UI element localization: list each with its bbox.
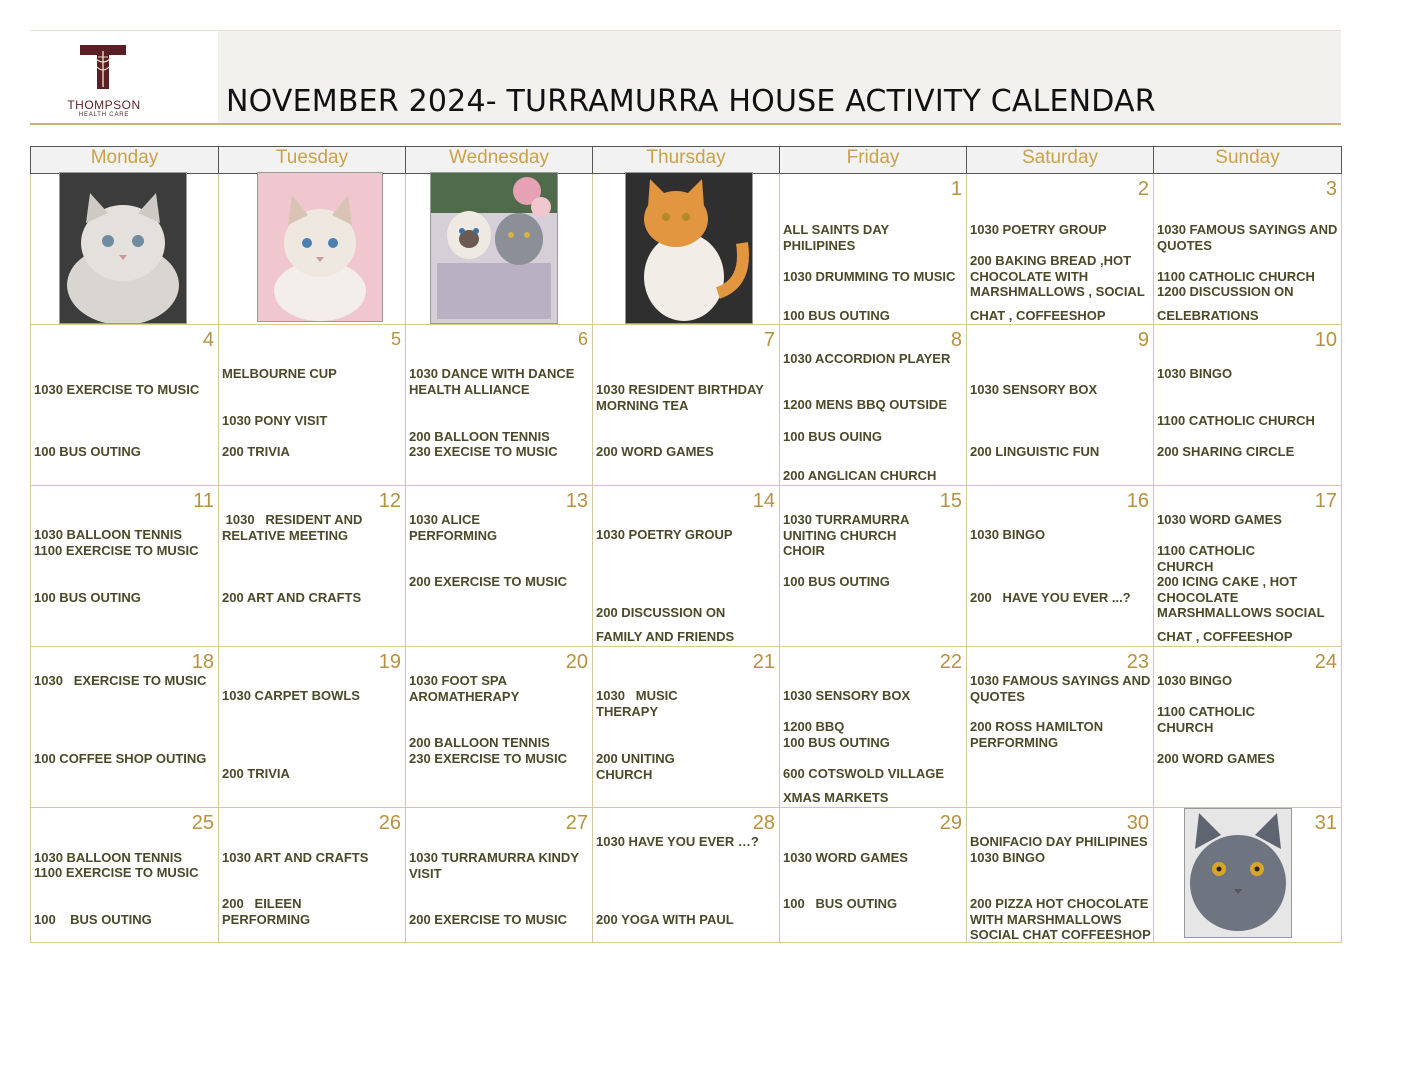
- event-text: 1030 ART AND CRAFTS: [222, 850, 369, 865]
- event-text: 1030 DANCE WITH DANCE HEALTH ALLIANCE: [409, 366, 575, 397]
- event-text: 200 ART AND CRAFTS: [222, 590, 362, 605]
- weekday-monday: Monday: [31, 147, 219, 174]
- page-header: [30, 30, 1341, 125]
- event-text: MELBOURNE CUP: [222, 366, 337, 381]
- page-title: NOVEMBER 2024- TURRAMURRA HOUSE ACTIVITY CALENDAR: [226, 84, 1156, 119]
- day-cell: [1154, 325, 1342, 486]
- event-text: 1030 FAMOUS SAYINGS AND QUOTES: [1157, 222, 1338, 253]
- weekday-sunday: Sunday: [1154, 147, 1342, 174]
- event-text: 1030 WORD GAMES: [783, 850, 908, 865]
- day-cell: [1154, 647, 1342, 808]
- day-number: 27: [565, 812, 588, 834]
- day-number: 16: [1126, 490, 1149, 512]
- day-cell: [1154, 486, 1342, 647]
- day-number: 20: [565, 651, 588, 673]
- event-text: 1030 DRUMMING TO MUSIC: [783, 269, 956, 284]
- day-cell: [593, 325, 780, 486]
- day-number: 22: [939, 651, 962, 673]
- day-cell: [780, 174, 967, 325]
- event-text: 230 EXERCISE TO MUSIC: [409, 751, 567, 766]
- event-text: 200 EXERCISE TO MUSIC: [409, 574, 567, 589]
- day-cell: [967, 325, 1154, 486]
- day-cell: [967, 174, 1154, 325]
- event-text: 1030 EXERCISE TO MUSIC: [34, 673, 207, 688]
- week-row: [31, 647, 1342, 808]
- event-text: 200 TRIVIA: [222, 444, 290, 459]
- day-cell: [1154, 808, 1342, 943]
- day-number: 24: [1314, 651, 1337, 673]
- day-cell: [406, 325, 593, 486]
- day-number: 14: [752, 490, 775, 512]
- day-cell: [219, 486, 406, 647]
- day-number: 12: [378, 490, 401, 512]
- event-text: 100 BUS OUTING: [783, 896, 898, 911]
- week-row: [31, 486, 1342, 647]
- event-text: 1030 HAVE YOU EVER …?: [596, 834, 759, 849]
- day-cell: [31, 486, 219, 647]
- event-text: 200 UNITING CHURCH: [596, 751, 675, 782]
- event-text: 1030 POETRY GROUP: [970, 222, 1107, 237]
- day-cell: [219, 647, 406, 808]
- weekday-tuesday: Tuesday: [219, 147, 406, 174]
- weekday-saturday: Saturday: [967, 147, 1154, 174]
- event-text: 1030 SENSORY BOX: [970, 382, 1098, 397]
- day-cell: [31, 808, 219, 943]
- day-number: 17: [1314, 490, 1337, 512]
- day-cell: [780, 486, 967, 647]
- event-text: 1030 WORD GAMES: [1157, 512, 1282, 527]
- day-number: 25: [191, 812, 214, 834]
- event-text: 1030 BALLOON TENNIS: [34, 527, 183, 542]
- event-text: 200 LINGUISTIC FUN: [970, 444, 1100, 459]
- event-text: 200 DISCUSSION ON: [596, 605, 726, 620]
- event-text: 1030 SENSORY BOX: [783, 688, 911, 703]
- event-text: 1030 CARPET BOWLS: [222, 688, 360, 703]
- day-number: 21: [752, 651, 775, 673]
- event-text: 600 COTSWOLD VILLAGE: [783, 766, 945, 781]
- day-cell: [406, 808, 593, 943]
- event-text: 200 ANGLICAN CHURCH: [783, 468, 937, 483]
- event-text: ALL SAINTS DAY PHILIPINES: [783, 222, 889, 253]
- event-text: 1200 DISCUSSION ON: [1157, 284, 1294, 299]
- cat-photo: [430, 172, 558, 324]
- day-number: 31: [1314, 812, 1337, 834]
- day-number: 2: [1137, 178, 1149, 200]
- day-cell: [967, 486, 1154, 647]
- day-cell: [593, 647, 780, 808]
- event-text: 200 SHARING CIRCLE: [1157, 444, 1295, 459]
- event-text: 1030 FAMOUS SAYINGS AND QUOTES: [970, 673, 1151, 704]
- logo-subtitle: HEALTH CARE: [78, 112, 130, 118]
- event-text: CHAT , COFFEESHOP: [1157, 629, 1293, 644]
- event-text: 200 EILEEN PERFORMING: [222, 896, 311, 927]
- day-number: 5: [390, 329, 401, 349]
- cat-photo: [257, 172, 383, 322]
- event-text: 1030 TURRAMURRA KINDY VISIT: [409, 850, 579, 881]
- day-number: 8: [950, 329, 962, 351]
- weekday-wednesday: Wednesday: [406, 147, 593, 174]
- event-text: 1030 PONY VISIT: [222, 413, 328, 428]
- event-text: 1100 EXERCISE TO MUSIC: [34, 865, 199, 880]
- event-text: 100 BUS OUTING: [34, 912, 152, 927]
- day-number: 9: [1137, 329, 1149, 351]
- weekday-header-row: [31, 147, 1342, 174]
- event-text: 1200 BBQ: [783, 719, 845, 734]
- day-number: 19: [378, 651, 401, 673]
- week-row: [31, 808, 1342, 943]
- day-number: 11: [193, 490, 214, 512]
- day-cell: [406, 647, 593, 808]
- empty-day-cell: [219, 174, 406, 325]
- event-text: 1030 POETRY GROUP: [596, 527, 733, 542]
- logo-name: THOMPSON: [67, 98, 141, 112]
- day-number: 4: [202, 329, 214, 351]
- event-text: 200 BAKING BREAD ,HOT CHOCOLATE WITH MARSHMALLOWS , SOCIAL: [970, 253, 1145, 299]
- event-text: 200 BALLOON TENNIS: [409, 429, 550, 444]
- event-text: 200 PIZZA HOT CHOCOLATE WITH MARSHMALLOWS SOCIAL CHAT COFFEESHOP: [970, 896, 1151, 942]
- day-number: 29: [939, 812, 962, 834]
- day-number: 1: [950, 178, 962, 200]
- day-cell: [31, 647, 219, 808]
- day-cell: [31, 325, 219, 486]
- event-text: 200 YOGA WITH PAUL: [596, 912, 734, 927]
- event-text: 100 BUS OUTING: [783, 574, 890, 589]
- day-cell: [219, 808, 406, 943]
- day-number: 18: [191, 651, 214, 673]
- event-text: 1100 CATHOLIC CHURCH: [1157, 269, 1315, 284]
- event-text: 200 WORD GAMES: [596, 444, 714, 459]
- event-text: 1030 BINGO: [970, 527, 1046, 542]
- event-text: 1030 TURRAMURRA UNITING CHURCH CHOIR: [783, 512, 909, 558]
- day-number: 30: [1126, 812, 1149, 834]
- day-number: 6: [577, 329, 588, 349]
- event-text: 1030 BINGO: [1157, 673, 1233, 688]
- event-text: 200 BALLOON TENNIS: [409, 735, 550, 750]
- day-number: 26: [378, 812, 401, 834]
- day-cell: [967, 808, 1154, 943]
- day-number: 3: [1325, 178, 1337, 200]
- cat-photo: [625, 172, 753, 324]
- empty-day-cell: [31, 174, 219, 325]
- week-row: [31, 325, 1342, 486]
- event-text: 200 EXERCISE TO MUSIC: [409, 912, 567, 927]
- weekday-friday: Friday: [780, 147, 967, 174]
- day-number: 23: [1126, 651, 1149, 673]
- event-text: FAMILY AND FRIENDS: [596, 629, 735, 644]
- event-text: 100 COFFEE SHOP OUTING: [34, 751, 207, 766]
- event-text: 1030 ALICE PERFORMING: [409, 512, 498, 543]
- event-text: 100 BUS OUTING: [34, 590, 141, 605]
- event-text: 1100 EXERCISE TO MUSIC: [34, 543, 199, 558]
- event-text: 200 WORD GAMES: [1157, 751, 1275, 766]
- day-cell: [780, 325, 967, 486]
- day-cell: [967, 647, 1154, 808]
- event-text: 1030 BINGO: [1157, 366, 1233, 381]
- event-text: CELEBRATIONS: [1157, 308, 1259, 323]
- event-text: 1100 CATHOLIC CHURCH: [1157, 543, 1256, 574]
- empty-day-cell: [593, 174, 780, 325]
- event-text: 100 BUS OUTING: [34, 444, 141, 459]
- logo: [30, 31, 218, 123]
- event-text: 1030 MUSIC THERAPY: [596, 688, 682, 719]
- day-number: 7: [763, 329, 775, 351]
- day-cell: [780, 808, 967, 943]
- event-text: 1100 CATHOLIC CHURCH: [1157, 413, 1315, 428]
- event-text: 1030 BALLOON TENNIS: [34, 850, 183, 865]
- cat-photo: [1184, 808, 1292, 938]
- week-row: [31, 174, 1342, 325]
- event-text: 200 ICING CAKE , HOT CHOCOLATE MARSHMALLOWS SOCIAL: [1157, 574, 1325, 620]
- title-band: [218, 31, 1341, 123]
- day-cell: [593, 808, 780, 943]
- event-text: 100 BUS OUTING: [783, 308, 890, 323]
- event-text: 230 EXECISE TO MUSIC: [409, 444, 558, 459]
- day-cell: [219, 325, 406, 486]
- day-cell: [1154, 174, 1342, 325]
- event-text: 1100 CATHOLIC CHURCH: [1157, 704, 1256, 735]
- empty-day-cell: [406, 174, 593, 325]
- day-number: 13: [565, 490, 588, 512]
- event-text: BONIFACIO DAY PHILIPINES: [970, 834, 1148, 849]
- day-cell: [406, 486, 593, 647]
- thompson-logo-icon: [78, 43, 128, 91]
- day-number: 15: [939, 490, 962, 512]
- event-text: 1030 FOOT SPA AROMATHERAPY: [409, 673, 520, 704]
- event-text: XMAS MARKETS: [783, 790, 889, 805]
- event-text: 1030 EXERCISE TO MUSIC: [34, 382, 200, 397]
- event-text: CHAT , COFFEESHOP: [970, 308, 1106, 323]
- event-text: 200 HAVE YOU EVER ...?: [970, 590, 1131, 605]
- event-text: 1030 RESIDENT AND RELATIVE MEETING: [222, 512, 367, 543]
- event-text: 1030 ACCORDION PLAYER: [783, 351, 951, 366]
- event-text: 1030 BINGO: [970, 850, 1046, 865]
- day-number: 28: [752, 812, 775, 834]
- event-text: 1200 MENS BBQ OUTSIDE: [783, 397, 947, 412]
- event-text: 1030 RESIDENT BIRTHDAY MORNING TEA: [596, 382, 764, 413]
- cat-photo: [59, 172, 187, 324]
- event-text: 200 TRIVIA: [222, 766, 290, 781]
- event-text: 100 BUS OUTING: [783, 735, 890, 750]
- calendar-grid: [30, 146, 1342, 943]
- day-number: 10: [1314, 329, 1337, 351]
- day-cell: [780, 647, 967, 808]
- day-cell: [593, 486, 780, 647]
- event-text: 200 ROSS HAMILTON PERFORMING: [970, 719, 1104, 750]
- event-text: 100 BUS OUING: [783, 429, 882, 444]
- weekday-thursday: Thursday: [593, 147, 780, 174]
